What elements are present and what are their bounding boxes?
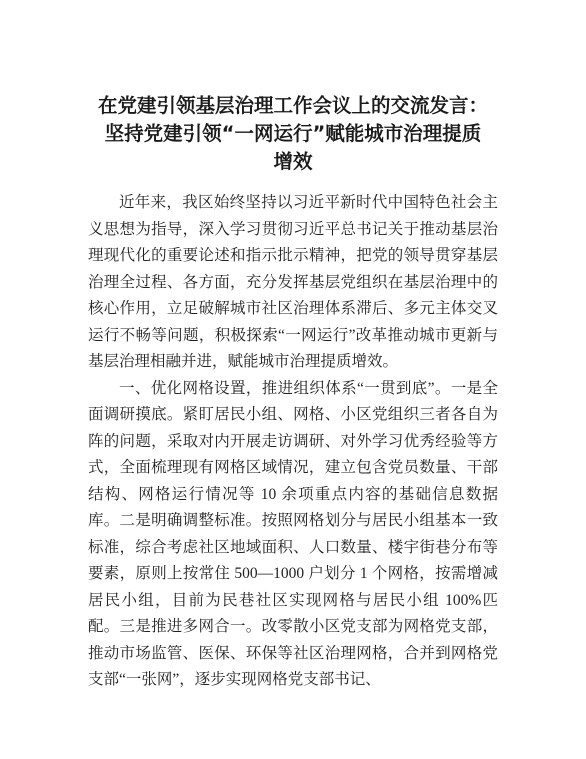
title-line-2: 坚持党建引领“一网运行”赋能城市治理提质 <box>104 122 482 145</box>
document-body <box>88 190 498 694</box>
title-line-1: 在党建引领基层治理工作会议上的交流发言： <box>97 94 488 117</box>
section-one-paragraph: 一、优化网格设置，推进组织体系“一贯到底”。一是全面调研摸底。紧盯居民小组、网格、小区党组织三者各自为阵的问题，采取对内开展走访调研、对外学习优秀经验等方式，全面梳理现有网格区域情况，建立包含党员数量、干部结构、网格运行情况等 10 余项重点内容的基础信息数据库。二是明确调整标准。按照网格划分与居民小组基本一致标准，综合考虑社区地域面积、人口数量、楼宇街巷分布等要素，原则上按常住 500—1000 户划分 1 个网格，按需增减居民小组，目前为民巷社区实现网格与居民小组 100%匹配。三是推进多网合一。改零散小区党支部为网格党支部，推动市场监管、医保、环保等社区治理网格，合并到网格党支部“一张网”，逐步实现网格党支部书记、 <box>88 379 498 688</box>
title-line-3: 增效 <box>273 150 313 173</box>
intro-paragraph: 近年来，我区始终坚持以习近平新时代中国特色社会主义思想为指导，深入学习贯彻习近平总书记关于推动基层治理现代化的重要论述和指示批示精神，把党的领导贯穿基层治理全过程、各方面，充分发挥基层党组织在基层治理中的核心作用，立足破解城市社区治理体系滞后、多元主体交叉运行不畅等问题，积极探索“一网运行”改革推动城市更新与基层治理相融并进，赋能城市治理提质增效。 <box>88 194 498 370</box>
document-title <box>60 92 526 176</box>
